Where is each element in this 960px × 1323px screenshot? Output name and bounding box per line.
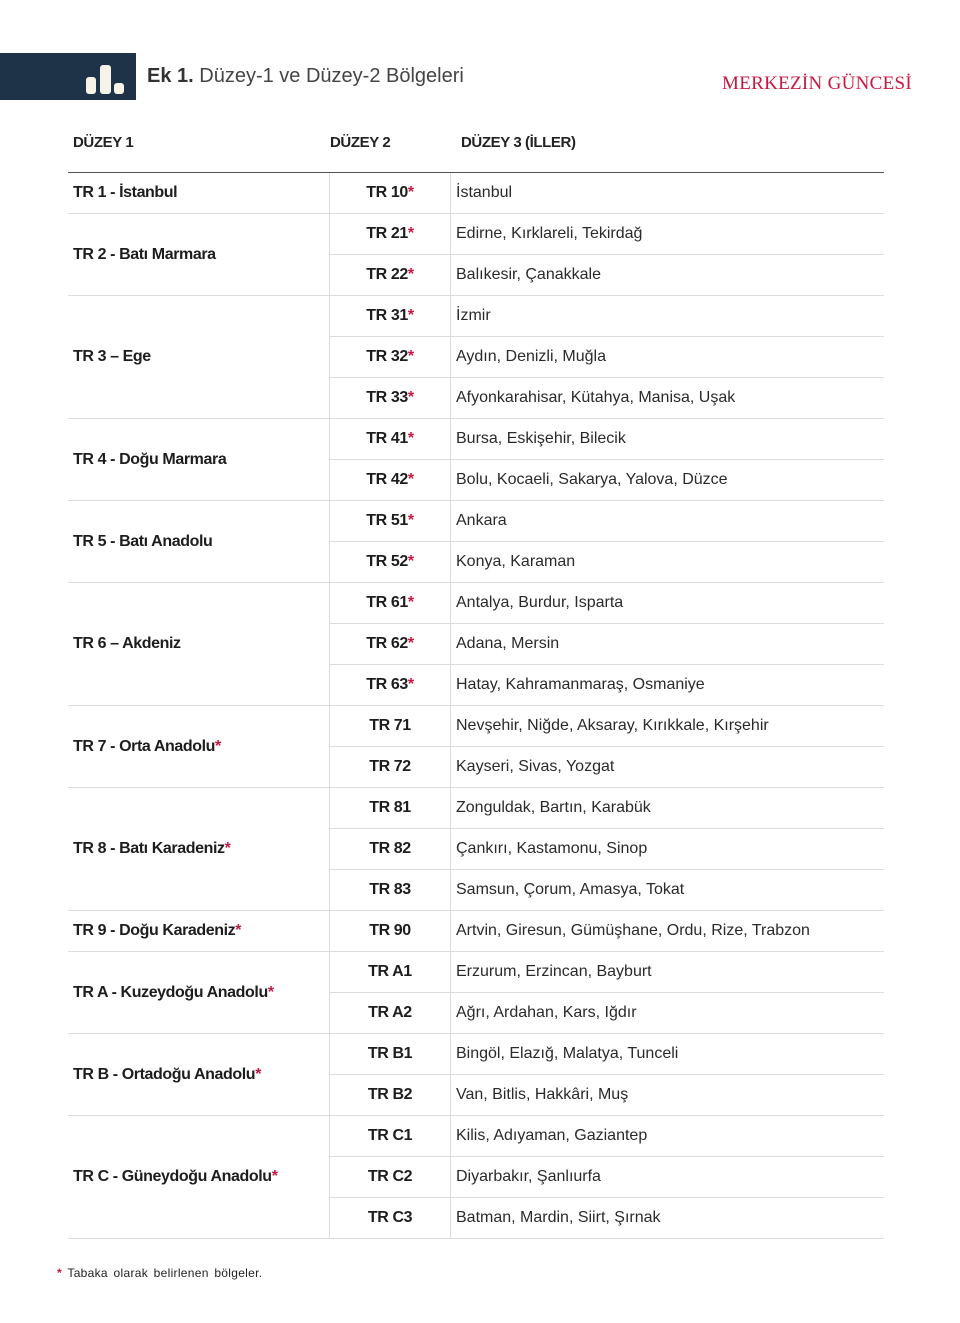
- table-row: [68, 706, 884, 747]
- table-row: [68, 583, 884, 624]
- stratum-marker: *: [215, 737, 221, 755]
- level2-cell: [330, 1116, 451, 1157]
- stratum-marker: *: [407, 471, 414, 488]
- provinces-cell: Balıkesir, Çanakkale: [451, 255, 885, 296]
- level2-code: TR 21: [366, 225, 408, 242]
- level2-code: TR 83: [369, 881, 411, 898]
- provinces-cell: Bingöl, Elazığ, Malatya, Tunceli: [451, 1034, 885, 1075]
- provinces-cell: Samsun, Çorum, Amasya, Tokat: [451, 870, 885, 911]
- level2-cell: [330, 911, 451, 952]
- page-title: [147, 65, 464, 88]
- level2-cell: [330, 624, 451, 665]
- level2-cell: [330, 952, 451, 993]
- level2-cell: [330, 829, 451, 870]
- level1-label: TR 2 - Batı Marmara: [73, 245, 216, 263]
- level2-code: TR 72: [369, 758, 411, 775]
- table-row: [68, 1116, 884, 1157]
- provinces-cell: Çankırı, Kastamonu, Sinop: [451, 829, 885, 870]
- column-header-level3: DÜZEY 3 (İLLER): [461, 134, 576, 151]
- provinces-cell: Zonguldak, Bartın, Karabük: [451, 788, 885, 829]
- level2-code: TR B2: [367, 1086, 413, 1103]
- level1-cell: [68, 952, 330, 1034]
- level2-code: TR 33: [366, 389, 408, 406]
- column-header-level1: DÜZEY 1: [73, 134, 134, 151]
- level2-code: TR 31: [366, 307, 408, 324]
- provinces-cell: İstanbul: [451, 173, 885, 214]
- stratum-marker: *: [407, 635, 414, 652]
- level2-code: TR A1: [368, 963, 412, 980]
- stratum-marker: *: [407, 676, 414, 693]
- provinces-cell: Nevşehir, Niğde, Aksaray, Kırıkkale, Kırşehir: [451, 706, 885, 747]
- level2-cell: [330, 1034, 451, 1075]
- level2-code: TR 32: [366, 348, 408, 365]
- level2-code: TR 63: [366, 676, 408, 693]
- level2-code: TR 51: [366, 512, 408, 529]
- provinces-cell: Diyarbakır, Şanlıurfa: [451, 1157, 885, 1198]
- level2-cell: [330, 1198, 451, 1239]
- provinces-cell: Aydın, Denizli, Muğla: [451, 337, 885, 378]
- stratum-marker: *: [407, 266, 414, 283]
- stratum-marker: *: [224, 840, 231, 857]
- provinces-cell: Antalya, Burdur, Isparta: [451, 583, 885, 624]
- level1-cell: [68, 788, 330, 911]
- footnote-marker: *: [57, 1266, 62, 1280]
- level1-cell: [68, 583, 330, 706]
- table-row: [68, 911, 884, 952]
- level2-code: TR C2: [367, 1168, 413, 1185]
- level2-cell: [330, 337, 451, 378]
- stratum-marker: *: [271, 1168, 278, 1185]
- stratum-marker: *: [407, 594, 414, 611]
- table-row: [68, 214, 884, 255]
- level1-cell: [68, 911, 330, 952]
- level2-code: TR 71: [369, 717, 411, 734]
- level2-cell: [330, 173, 451, 214]
- level1-cell: [68, 501, 330, 583]
- provinces-cell: Batman, Mardin, Siirt, Şırnak: [451, 1198, 885, 1239]
- level1-label: TR 9 - Doğu Karadeniz: [73, 922, 236, 939]
- level1-label: TR 5 - Batı Anadolu: [73, 532, 213, 550]
- stratum-marker: *: [407, 553, 414, 570]
- level1-label: TR 8 - Batı Karadeniz: [73, 840, 225, 857]
- stratum-marker: *: [407, 389, 414, 406]
- level2-code: TR 82: [369, 840, 411, 857]
- level2-code: TR B1: [367, 1045, 413, 1062]
- bar-chart-icon: [86, 62, 128, 94]
- provinces-cell: Van, Bitlis, Hakkâri, Muş: [451, 1075, 885, 1116]
- level2-cell: [330, 460, 451, 501]
- level2-cell: [330, 255, 451, 296]
- stratum-marker: *: [267, 983, 274, 1001]
- provinces-cell: İzmir: [451, 296, 885, 337]
- stratum-marker: *: [407, 512, 414, 529]
- level1-cell: [68, 706, 330, 788]
- level2-code: TR 22: [366, 266, 408, 283]
- provinces-cell: Hatay, Kahramanmaraş, Osmaniye: [451, 665, 885, 706]
- level2-cell: [330, 1075, 451, 1116]
- stratum-marker: *: [407, 307, 414, 324]
- provinces-cell: Ağrı, Ardahan, Kars, Iğdır: [451, 993, 885, 1034]
- level2-cell: [330, 296, 451, 337]
- table-row: [68, 952, 884, 993]
- level2-code: TR 42: [366, 471, 408, 488]
- provinces-cell: Konya, Karaman: [451, 542, 885, 583]
- level1-cell: [68, 419, 330, 501]
- provinces-cell: Bursa, Eskişehir, Bilecik: [451, 419, 885, 460]
- level1-label: TR 6 – Akdeniz: [73, 635, 181, 652]
- level2-code: TR A2: [368, 1004, 412, 1021]
- level2-code: TR 62: [366, 635, 408, 652]
- level1-label: TR B - Ortadoğu Anadolu: [73, 1065, 256, 1083]
- level1-cell: [68, 173, 330, 214]
- level2-code: TR 90: [369, 922, 411, 939]
- table-row: [68, 296, 884, 337]
- level2-code: TR 61: [366, 594, 408, 611]
- level2-cell: [330, 378, 451, 419]
- level2-cell: [330, 214, 451, 255]
- level1-label: TR 7 - Orta Anadolu: [73, 737, 216, 755]
- provinces-cell: Kayseri, Sivas, Yozgat: [451, 747, 885, 788]
- level2-code: TR 52: [366, 553, 408, 570]
- stratum-marker: *: [407, 430, 414, 447]
- table-row: [68, 501, 884, 542]
- table-row: [68, 173, 884, 214]
- level2-cell: [330, 665, 451, 706]
- stratum-marker: *: [407, 184, 414, 201]
- level1-label: TR C - Güneydoğu Anadolu: [73, 1168, 272, 1185]
- level1-label: TR 4 - Doğu Marmara: [73, 450, 227, 468]
- level2-cell: [330, 870, 451, 911]
- title-text: Düzey-1 ve Düzey-2 Bölgeleri: [199, 65, 464, 87]
- level1-cell: [68, 1034, 330, 1116]
- level2-cell: [330, 419, 451, 460]
- provinces-cell: Erzurum, Erzincan, Bayburt: [451, 952, 885, 993]
- level2-cell: [330, 583, 451, 624]
- level1-cell: [68, 1116, 330, 1239]
- level2-cell: [330, 747, 451, 788]
- stratum-marker: *: [407, 225, 414, 242]
- level1-label: TR A - Kuzeydoğu Anadolu: [73, 983, 268, 1001]
- level2-cell: [330, 788, 451, 829]
- provinces-cell: Kilis, Adıyaman, Gaziantep: [451, 1116, 885, 1157]
- table-row: [68, 1034, 884, 1075]
- level2-cell: [330, 1157, 451, 1198]
- provinces-cell: Adana, Mersin: [451, 624, 885, 665]
- level2-code: TR C1: [367, 1127, 413, 1144]
- level2-code: TR 10: [366, 184, 408, 201]
- stratum-marker: *: [235, 922, 242, 939]
- level1-label: TR 1 - İstanbul: [73, 184, 178, 201]
- provinces-cell: Bolu, Kocaeli, Sakarya, Yalova, Düzce: [451, 460, 885, 501]
- level2-cell: [330, 542, 451, 583]
- regions-table: [68, 173, 884, 1239]
- brand-logo: MERKEZİN GÜNCESİ: [722, 73, 913, 94]
- title-prefix: Ek 1.: [147, 65, 194, 87]
- provinces-cell: Artvin, Giresun, Gümüşhane, Ordu, Rize, Trabzon: [451, 911, 885, 952]
- stratum-marker: *: [255, 1065, 262, 1083]
- footnote-text: Tabaka olarak belirlenen bölgeler.: [67, 1266, 263, 1280]
- stratum-marker: *: [407, 348, 414, 365]
- level2-code: TR 81: [369, 799, 411, 816]
- provinces-cell: Ankara: [451, 501, 885, 542]
- level1-cell: [68, 296, 330, 419]
- level1-cell: [68, 214, 330, 296]
- table-row: [68, 419, 884, 460]
- provinces-cell: Afyonkarahisar, Kütahya, Manisa, Uşak: [451, 378, 885, 419]
- level2-cell: [330, 501, 451, 542]
- level1-label: TR 3 – Ege: [73, 348, 151, 365]
- level2-code: TR C3: [367, 1209, 413, 1226]
- level2-code: TR 41: [366, 430, 408, 447]
- level2-cell: [330, 706, 451, 747]
- table-row: [68, 788, 884, 829]
- provinces-cell: Edirne, Kırklareli, Tekirdağ: [451, 214, 885, 255]
- column-header-level2: DÜZEY 2: [330, 134, 391, 151]
- footnote: [57, 1266, 262, 1280]
- level2-cell: [330, 993, 451, 1034]
